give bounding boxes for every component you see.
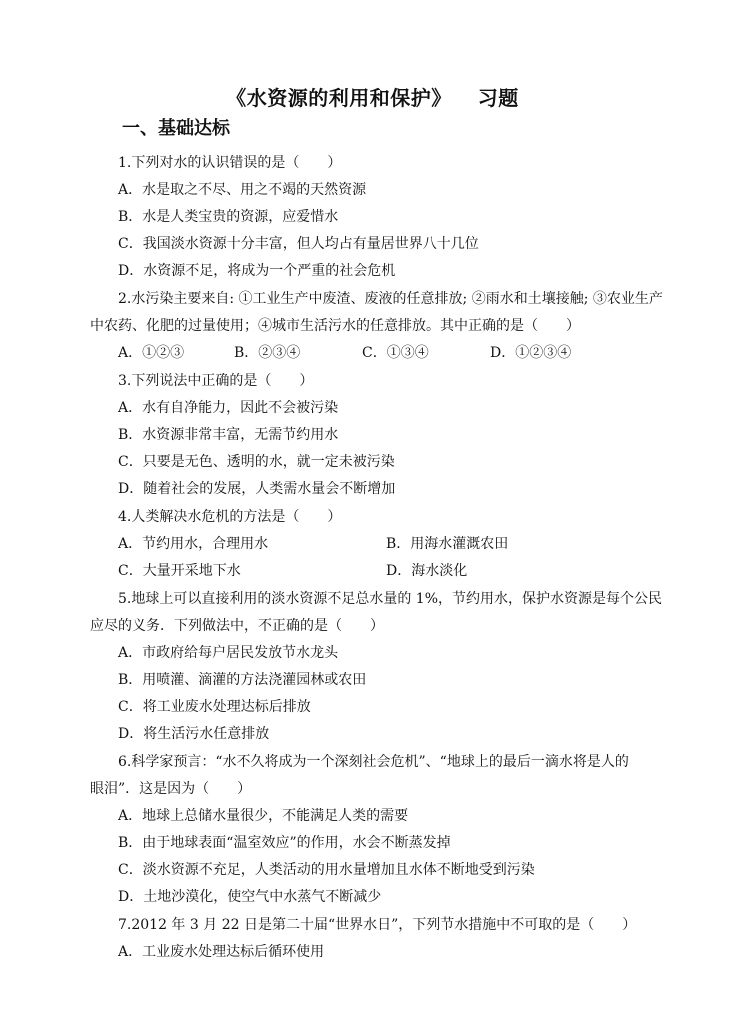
question-3-option-a: A．水有自净能力，因此不会被污染: [118, 400, 339, 416]
question-1-option-a: A．水是取之不尽、用之不竭的天然资源: [118, 182, 367, 198]
question-5-option-a: A．市政府给每户居民发放节水龙头: [118, 645, 339, 661]
question-1-stem: 1.下列对水的认识错误的是（ ）: [118, 155, 342, 171]
question-3-option-b: B．水资源非常丰富，无需节约用水: [118, 427, 339, 443]
question-5-option-d: D．将生活污水任意排放: [118, 726, 270, 742]
question-1-option-b: B．水是人类宝贵的资源，应爱惜水: [118, 209, 339, 225]
page-title: [0, 84, 745, 112]
question-4-option-c: C．大量开采地下水: [118, 563, 241, 579]
question-2-stem-line-2: 中农药、化肥的过量使用；④城市生活污水的任意排放。其中正确的是（ ）: [90, 318, 580, 334]
question-4-option-d: D．海水淡化: [386, 563, 468, 579]
question-1-option-d: D．水资源不足，将成为一个严重的社会危机: [118, 263, 396, 279]
question-2-option-b: B．②③④: [234, 345, 301, 361]
question-4-stem: 4.人类解决水危机的方法是（ ）: [118, 509, 342, 525]
question-6-option-d: D．土地沙漠化，使空气中水蒸气不断减少: [118, 889, 382, 905]
question-1-option-c: C．我国淡水资源十分丰富，但人均占有量居世界八十几位: [118, 236, 479, 252]
question-2-option-d: D．①②③④: [490, 345, 572, 361]
title-main: 《水资源的利用和保护》: [226, 86, 452, 110]
title-suffix: 习题: [477, 86, 519, 110]
question-5-stem-line-1: 5.地球上可以直接利用的淡水资源不足总水量的 1%，节约用水，保护水资源是每个公民: [118, 591, 663, 607]
question-2-stem-line-1: 2.水污染主要来自: ①工业生产中废渣、废液的任意排放; ②雨水和土壤接触; ③农业生产: [118, 291, 663, 307]
question-7-stem: 7.2012 年 3 月 22 日是第二十届“世界水日”，下列节水措施中不可取的是（ ）: [118, 917, 637, 933]
question-7-option-a: A．工业废水处理达标后循环使用: [118, 944, 325, 960]
question-4-option-a: A．节约用水，合理用水: [118, 536, 269, 552]
question-6-stem-line-1: 6.科学家预言：“水不久将成为一个深刻社会危机”、“地球上的最后一滴水将是人的: [118, 754, 629, 770]
question-5-stem-line-2: 应尽的义务．下列做法中，不正确的是（ ）: [90, 618, 384, 634]
question-6-stem-line-2: 眼泪”．这是因为（ ）: [90, 781, 252, 797]
question-3-stem: 3.下列说法中正确的是（ ）: [118, 373, 314, 389]
question-5-option-b: B．用喷灌、滴灌的方法浇灌园林或农田: [118, 672, 367, 688]
question-4-option-b: B．用海水灌溉农田: [386, 536, 509, 552]
section-heading: 一、基础达标: [122, 118, 230, 139]
question-5-option-c: C．将工业废水处理达标后排放: [118, 699, 311, 715]
question-2-option-c: C．①③④: [362, 345, 429, 361]
question-2-option-a: A．①②③: [118, 345, 185, 361]
question-3-option-c: C．只要是无色、透明的水，就一定未被污染: [118, 454, 395, 470]
question-6-option-b: B．由于地球表面“温室效应”的作用，水会不断蒸发掉: [118, 835, 451, 851]
question-6-option-c: C．淡水资源不充足，人类活动的用水量增加且水体不断地受到污染: [118, 862, 535, 878]
question-3-option-d: D．随着社会的发展，人类需水量会不断增加: [118, 481, 396, 497]
question-6-option-a: A．地球上总储水量很少，不能满足人类的需要: [118, 808, 409, 824]
